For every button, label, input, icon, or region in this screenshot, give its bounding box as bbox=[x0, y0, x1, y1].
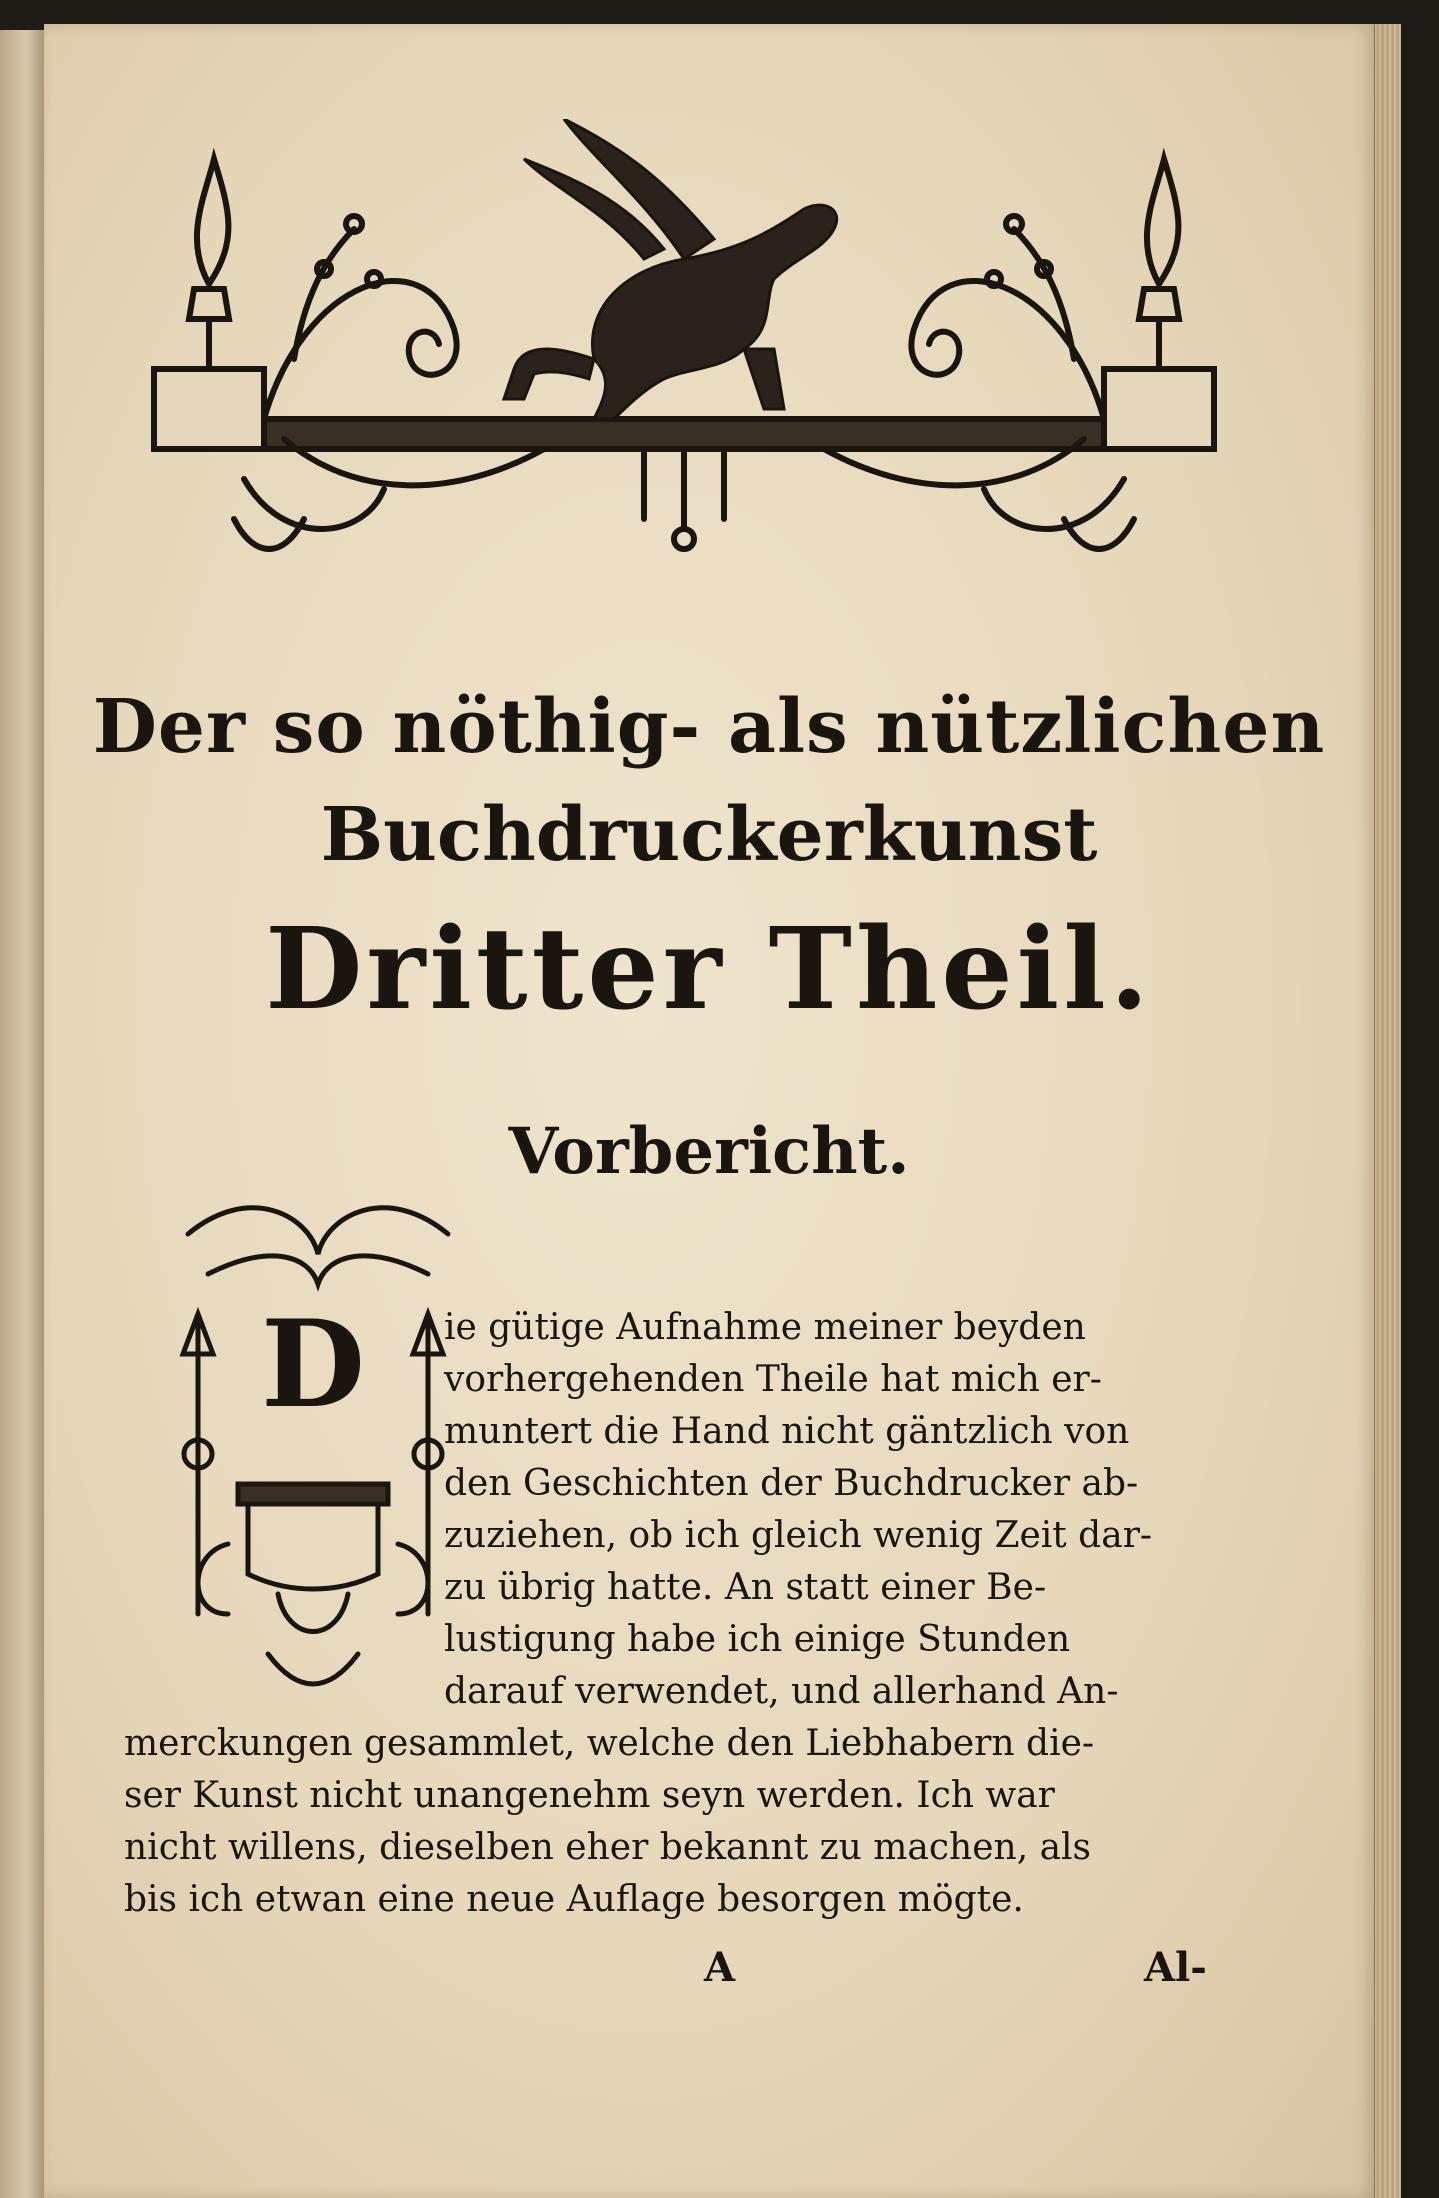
body-line-7: lustigung habe ich einige Stunden bbox=[444, 1619, 1071, 1660]
body-line-2: vorhergehenden Theile hat mich er- bbox=[444, 1359, 1102, 1400]
initial-letter: D bbox=[260, 1294, 366, 1435]
body-line-11: nicht willens, dieselben eher bekannt zu machen, als bbox=[124, 1827, 1092, 1868]
body-line-4: den Geschichten der Buchdrucker ab- bbox=[444, 1463, 1139, 1504]
signature-mark: A bbox=[704, 1944, 736, 1991]
body-line-10: ser Kunst nicht unangenehm seyn werden. Ich war bbox=[124, 1775, 1055, 1816]
book-page bbox=[44, 24, 1374, 2198]
body-line-5: zuziehen, ob ich gleich wenig Zeit dar- bbox=[444, 1515, 1153, 1556]
body-line-9: merckungen gesammlet, welche den Liebhabern die- bbox=[124, 1723, 1095, 1764]
body-line-1: ie gütige Aufnahme meiner beyden bbox=[444, 1307, 1086, 1348]
left-page-edge bbox=[0, 30, 46, 2198]
section-heading: Vorbericht. bbox=[508, 1114, 910, 1189]
title-line-2: Buchdruckerkunst bbox=[320, 792, 1098, 878]
headpiece-ornament bbox=[124, 119, 1244, 619]
body-line-8: darauf verwendet, und allerhand An- bbox=[444, 1671, 1119, 1712]
catchword: Al- bbox=[1144, 1944, 1207, 1991]
body-line-12: bis ich etwan eine neue Auflage besorgen mögte. bbox=[124, 1879, 1024, 1920]
body-line-3: muntert die Hand nicht gäntzlich von bbox=[444, 1411, 1130, 1452]
initial-ornament bbox=[168, 1194, 458, 1704]
page-stack-edge bbox=[1374, 24, 1401, 2198]
title-line-3: Dritter Theil. bbox=[265, 904, 1153, 1035]
body-line-6: zu übrig hatte. An statt einer Be- bbox=[444, 1567, 1047, 1608]
title-line-1: Der so nöthig- als nützlichen bbox=[92, 684, 1326, 770]
decorated-initial bbox=[168, 1194, 458, 1704]
